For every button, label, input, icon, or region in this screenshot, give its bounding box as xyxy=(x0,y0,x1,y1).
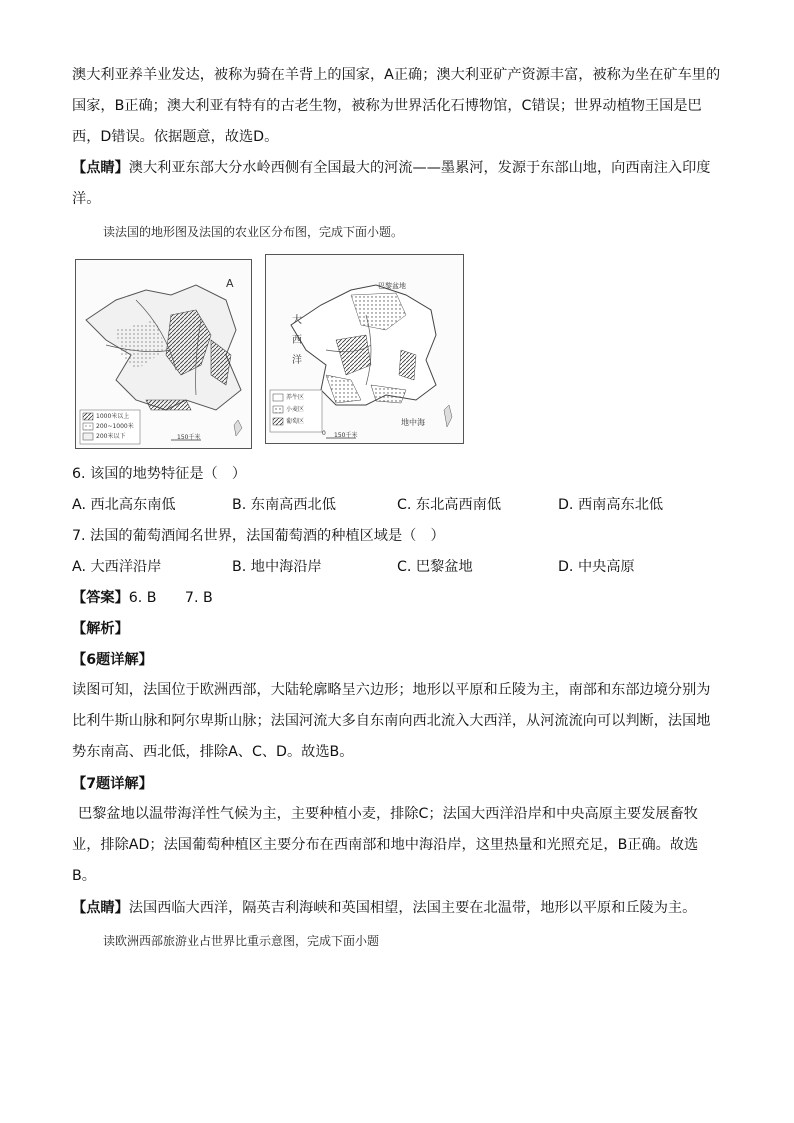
question-6-option-b: B. 东南高西北低 xyxy=(232,497,336,513)
answer-tag: 【答案】 xyxy=(72,590,129,606)
question-intro-2: 读欧洲西部旅游业占世界比重示意图，完成下面小题 xyxy=(103,934,380,948)
paris-basin-label: 巴黎盆地 xyxy=(378,282,406,290)
q7-detail-text: 巴黎盆地以温带海洋性气候为主，主要种植小麦，排除C；法国大西洋沿岸和中央高原主要发展畜牧业，排除AD；法国葡萄种植区主要分布在西南部和地中海沿岸，这里热量和光照充足，B正确。故选B。 xyxy=(72,806,699,884)
map2-legend-item: 养牛区 xyxy=(286,394,305,401)
map1-legend-item: 200米以下 xyxy=(96,433,126,440)
tip-tag-2: 【点睛】 xyxy=(72,900,129,916)
tip-text: 澳大利亚东部大分水岭西侧有全国最大的河流——墨累河，发源于东部山地，向西南注入印度洋。 xyxy=(72,160,711,207)
map1-corner-label: A xyxy=(226,277,234,290)
atlantic-label: 西 xyxy=(292,335,302,346)
map1-legend-item: 200~1000米 xyxy=(96,423,134,430)
question-6-stem: 6. 该国的地势特征是（ ） xyxy=(72,466,247,482)
question-6-option-c: C. 东北高西南低 xyxy=(397,497,502,513)
question-7-stem: 7. 法国的葡萄酒闻名世界，法国葡萄酒的种植区域是（ ） xyxy=(72,528,445,544)
q6-detail-text: 读图可知，法国位于欧洲西部，大陆轮廓略呈六边形；地形以平原和丘陵为主，南部和东部边境分别为比利牛斯山脉和阿尔卑斯山脉；法国河流大多自东南向西北流入大西洋，从河流流向可以判断，法国地势东南高、西北低，排除A、C、D。故选B。 xyxy=(72,682,711,760)
tip-paragraph xyxy=(72,153,722,215)
question-intro: 读法国的地形图及法国的农业区分布图，完成下面小题。 xyxy=(103,225,404,239)
tip-tag: 【点睛】 xyxy=(72,160,129,176)
france-terrain-map xyxy=(75,259,252,449)
paragraph-explanation: 澳大利亚养羊业发达，被称为骑在羊背上的国家，A正确；澳大利亚矿产资源丰富，被称为坐在矿车里的国家，B正确；澳大利亚有特有的古老生物，被称为世界活化石博物馆，C错误；世界动植物王国是巴西，D错误。依据题意，故选D。 xyxy=(72,67,721,145)
question-6-option-a: A. 西北高东南低 xyxy=(72,497,176,513)
question-7-option-d: D. 中央高原 xyxy=(558,559,635,575)
q6-detail-tag: 【6题详解】 xyxy=(72,652,153,668)
mediterranean-label: 地中海 xyxy=(401,418,425,427)
answer-text: 6. B 7. B xyxy=(128,590,213,606)
atlantic-label: 大 xyxy=(292,315,302,326)
map2-legend-item: 葡萄区 xyxy=(286,418,305,425)
map1-legend-item: 1000米以上 xyxy=(96,413,130,420)
analysis-tag: 【解析】 xyxy=(72,621,129,637)
atlantic-label: 洋 xyxy=(292,355,302,366)
map2-legend-item: 小麦区 xyxy=(286,406,305,413)
agriculture-map-graphic xyxy=(266,255,463,443)
question-6-option-d: D. 西南高东北低 xyxy=(558,497,664,513)
map1-scale: 150千米 xyxy=(177,434,201,441)
question-7-option-b: B. 地中海沿岸 xyxy=(232,559,322,575)
q7-detail-tag: 【7题详解】 xyxy=(72,776,153,792)
map2-scale-zero: 0 xyxy=(322,430,326,437)
answer-line xyxy=(72,587,213,607)
tip-text-2: 法国西临大西洋，隔英吉利海峡和英国相望，法国主要在北温带，地形以平原和丘陵为主。 xyxy=(128,900,697,916)
map2-scale: 150千米 xyxy=(334,432,358,439)
tip-paragraph-2 xyxy=(72,893,722,924)
france-agriculture-map xyxy=(265,254,464,444)
question-7-option-a: A. 大西洋沿岸 xyxy=(72,559,162,575)
question-7-option-c: C. 巴黎盆地 xyxy=(397,559,473,575)
